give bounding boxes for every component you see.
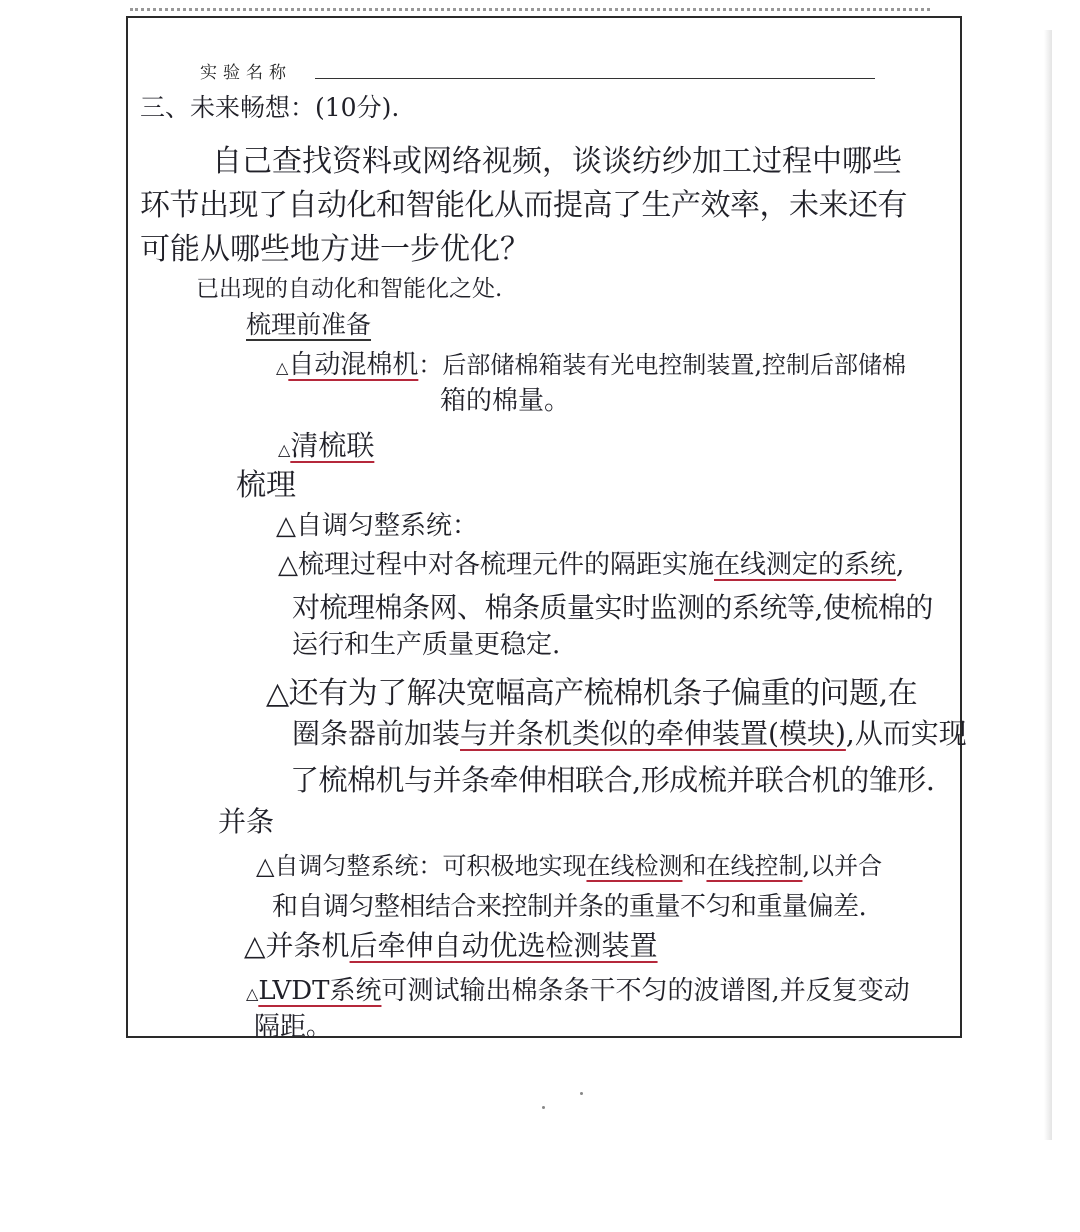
answer-intro: 已出现的自动化和智能化之处. (196, 276, 503, 302)
carding-item-3-line-1: △还有为了解决宽幅高产梳棉机条子偏重的问题,在 (266, 676, 918, 711)
pre-carding-item-2 (278, 424, 374, 464)
page-shadow (1044, 30, 1052, 1140)
scan-speck (542, 1106, 545, 1109)
experiment-name-label: 实验名称 (200, 63, 292, 83)
item-text: 圈条器前加装 (292, 717, 461, 750)
item-underlined: LVDT系统 (258, 976, 382, 1006)
carding-item-3-line-2 (292, 712, 967, 752)
drawing-item-3 (246, 970, 910, 1007)
carding-item-2 (278, 544, 904, 581)
top-strip (130, 0, 930, 11)
item-text: ,以并合 (802, 852, 883, 880)
item-term: 清梳联 (290, 429, 375, 462)
item-text: ,从而实现 (845, 717, 967, 750)
question-line-1: 自己查找资料或网络视频，谈谈纺纱加工过程中哪些 (212, 144, 902, 179)
item-text: △梳理过程中对各梳理元件的隔距实施 (278, 550, 714, 580)
item-text: △并条机 (244, 929, 350, 962)
pre-carding-item-1-cont: 箱的棉量。 (440, 386, 571, 416)
drawing-item-1 (256, 846, 882, 881)
drawing-item-1-cont: 和自调匀整相结合来控制并条的重量不匀和重量偏差. (272, 892, 867, 922)
item-underlined: 在线检测 (586, 852, 683, 880)
drawing-heading: 并条 (218, 805, 275, 838)
bullet-triangle: △ (278, 440, 291, 459)
bullet-triangle: △ (246, 984, 259, 1003)
item-text: 可测试输出棉条条干不匀的波谱图,并反复变动 (381, 976, 910, 1006)
item-text: 和 (682, 852, 707, 880)
item-underlined: 在线测定的系统 (714, 550, 897, 580)
scan-speck (580, 1092, 583, 1095)
drawing-item-3-cont: 隔距。 (254, 1012, 333, 1042)
bullet-triangle: △ (276, 358, 289, 377)
question-line-3: 可能从哪些地方进一步优化？ (140, 232, 530, 267)
question-line-2: 环节出现了自动化和智能化从而提高了生产效率，未来还有 (140, 188, 907, 223)
item-underlined: 在线控制 (706, 852, 803, 880)
pre-carding-item-1 (276, 344, 906, 381)
pre-carding-heading: 梳理前准备 (246, 310, 372, 339)
item-text: △自调匀整系统：可积极地实现 (256, 852, 587, 880)
item-term: 自动混棉机 (288, 350, 419, 380)
item-underlined: 后牵伸自动优选检测装置 (349, 929, 658, 962)
item-underlined: 与并条机类似的牵伸装置(模块) (460, 717, 846, 750)
drawing-item-2 (244, 924, 658, 964)
carding-item-2-cont-1: 对梳理棉条网、棉条质量实时监测的系统等,使梳棉的 (292, 591, 933, 624)
item-text: , (896, 550, 905, 580)
carding-item-2-cont-2: 运行和生产质量更稳定. (292, 630, 561, 660)
section-title: 三、未来畅想：(10分). (140, 93, 400, 122)
carding-item-1: △自调匀整系统： (276, 511, 478, 541)
experiment-name-line (315, 78, 875, 79)
item-text: ：后部储棉箱装有光电控制装置,控制后部储棉 (418, 351, 906, 379)
carding-item-3-line-3: 了梳棉机与并条牵伸相联合,形成梳并联合机的雏形. (290, 763, 935, 797)
carding-heading: 梳理 (236, 468, 296, 503)
